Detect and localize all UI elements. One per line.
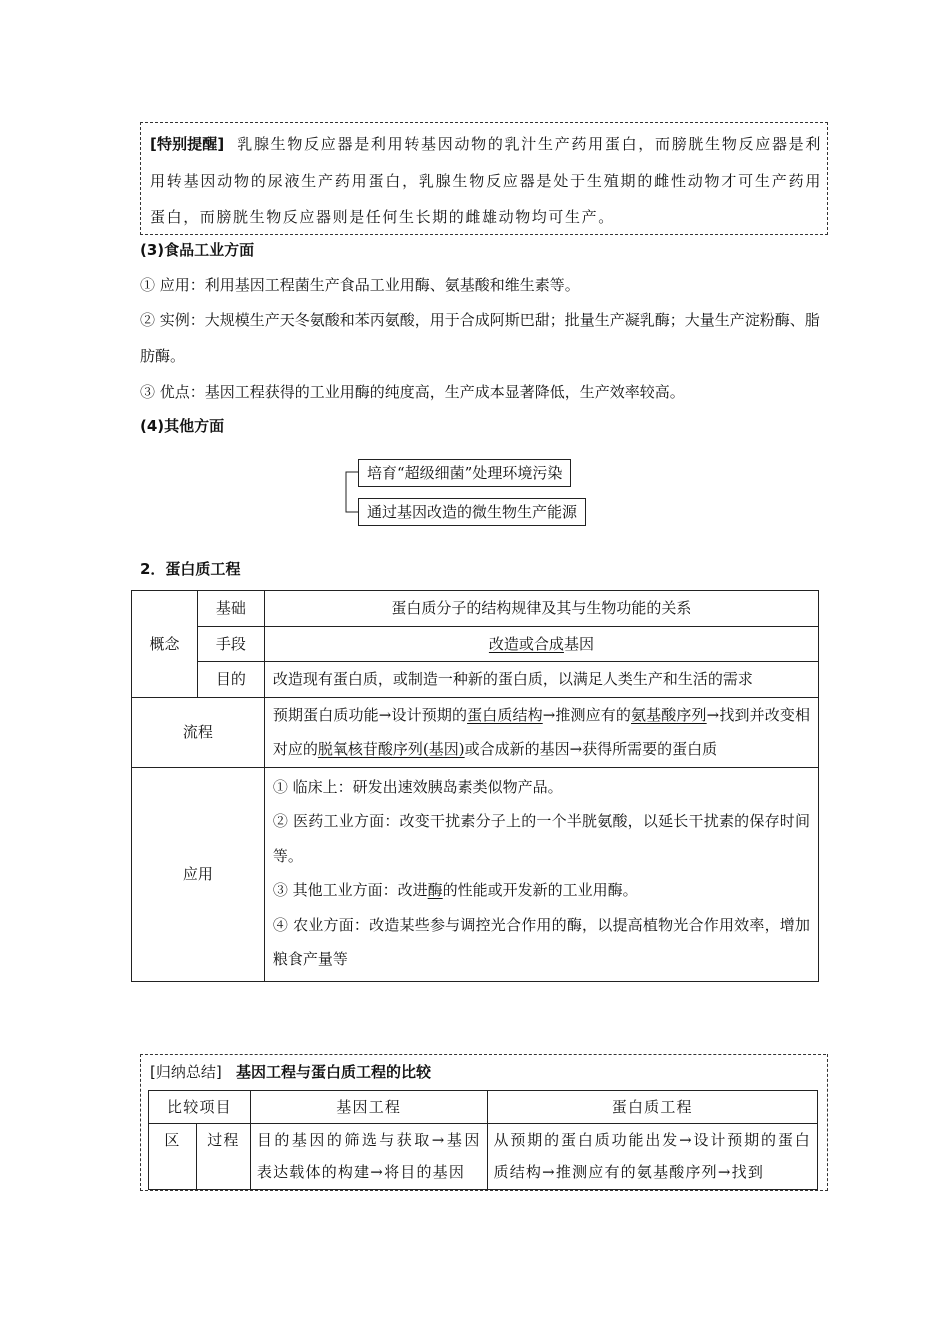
process-part-2: →推测应有的 <box>542 705 632 724</box>
means-underline: 改造或合成 <box>488 634 564 653</box>
application-item-2: ② 医药工业方面：改变干扰素分子上的一个半胱氨酸，以延长干扰素的保存时间等。 <box>272 812 810 865</box>
tip-paragraph <box>150 126 822 236</box>
summary-header-row <box>149 1091 818 1124</box>
application-item-3-underline: 酶 <box>427 881 443 899</box>
table-row-application <box>132 767 819 981</box>
summary-table <box>148 1090 818 1190</box>
process-part-1: 预期蛋白质功能→设计预期的 <box>272 705 468 724</box>
other-box-1: 培育“超级细菌”处理环境污染 <box>358 459 571 487</box>
basis-text: 蛋白质分子的结构规律及其与生物功能的关系 <box>264 591 818 627</box>
food-item-2: ② 实例：大规模生产天冬氨酸和苯丙氨酸，用于合成阿斯巴甜；批量生产凝乳酶；大量生产淀粉酶、脂肪酶。 <box>140 311 820 365</box>
goal-label: 目的 <box>197 662 264 698</box>
process-part-3: →找到并改变相对应的 <box>272 705 810 758</box>
process-part-4: 或合成新的基因→获得所需要的蛋白质 <box>464 740 718 758</box>
protein-heading: 2．蛋白质工程 <box>140 560 241 578</box>
goal-text: 改造现有蛋白质，或制造一种新的蛋白质，以满足人类生产和生活的需求 <box>264 662 818 698</box>
protein-process-text: 从预期的蛋白质功能出发→设计预期的蛋白质结构→推测应有的氨基酸序列→找到 <box>487 1124 817 1190</box>
application-text <box>264 767 818 981</box>
application-item-3 <box>273 873 810 908</box>
application-item-3-b: 的性能或开发新的工业用酶。 <box>442 881 638 899</box>
food-heading: (3)食品工业方面 <box>140 241 255 259</box>
process-text <box>264 697 818 767</box>
col-item-header: 比较项目 <box>149 1091 251 1124</box>
table-row-basis <box>132 591 819 627</box>
application-item-1: ① 临床上：研发出速效胰岛素类似物产品。 <box>272 777 563 796</box>
application-label: 应用 <box>132 767 265 981</box>
gene-process-text: 目的基因的筛选与获取→基因表达载体的构建→将目的基因 <box>250 1124 487 1190</box>
table-row-process <box>132 697 819 767</box>
concept-label: 概念 <box>132 591 198 698</box>
col-gene-header: 基因工程 <box>250 1091 487 1124</box>
tip-label: [特别提醒] <box>150 135 225 153</box>
application-item-4: ④ 农业方面：改造某些参与调控光合作用的酶，以提高植物光合作用效率，增加粮食产量等 <box>272 915 810 968</box>
means-text <box>264 626 818 662</box>
food-item-1: ① 应用：利用基因工程菌生产食品工业用酶、氨基酸和维生素等。 <box>140 276 580 294</box>
col-protein-header: 蛋白质工程 <box>487 1091 817 1124</box>
tip-text: 乳腺生物反应器是利用转基因动物的乳汁生产药用蛋白，而膀胱生物反应器是利用转基因动物的尿液生产药用蛋白，乳腺生物反应器是处于生殖期的雌性动物才可生产药用蛋白，而膀胱生物反应器则是任何生长期的雌雄动物均可生产。 <box>150 135 822 226</box>
summary-title: 基因工程与蛋白质工程的比较 <box>236 1063 432 1081</box>
other-heading: (4)其他方面 <box>140 417 225 435</box>
row-group-label: 区 <box>149 1124 197 1190</box>
summary-label: [归纳总结] <box>150 1063 222 1081</box>
table-row-means <box>132 626 819 662</box>
process-underline-3: 脱氧核苷酸序列(基因) <box>317 740 465 758</box>
means-rest: 基因 <box>563 634 594 653</box>
application-item-3-a: ③ 其他工业方面：改进 <box>272 881 428 899</box>
row-process-label: 过程 <box>196 1124 250 1190</box>
basis-label: 基础 <box>197 591 264 627</box>
other-box-2: 通过基因改造的微生物生产能源 <box>358 498 586 526</box>
process-underline-2: 氨基酸序列 <box>631 705 707 724</box>
process-underline-1: 蛋白质结构 <box>467 705 543 724</box>
protein-table <box>131 590 819 982</box>
food-item-3: ③ 优点：基因工程获得的工业用酶的纯度高，生产成本显著降低，生产效率较高。 <box>140 383 685 401</box>
means-label: 手段 <box>197 626 264 662</box>
summary-heading <box>150 1058 431 1086</box>
table-row-goal <box>132 662 819 698</box>
summary-row-process <box>149 1124 818 1190</box>
process-label: 流程 <box>132 697 265 767</box>
